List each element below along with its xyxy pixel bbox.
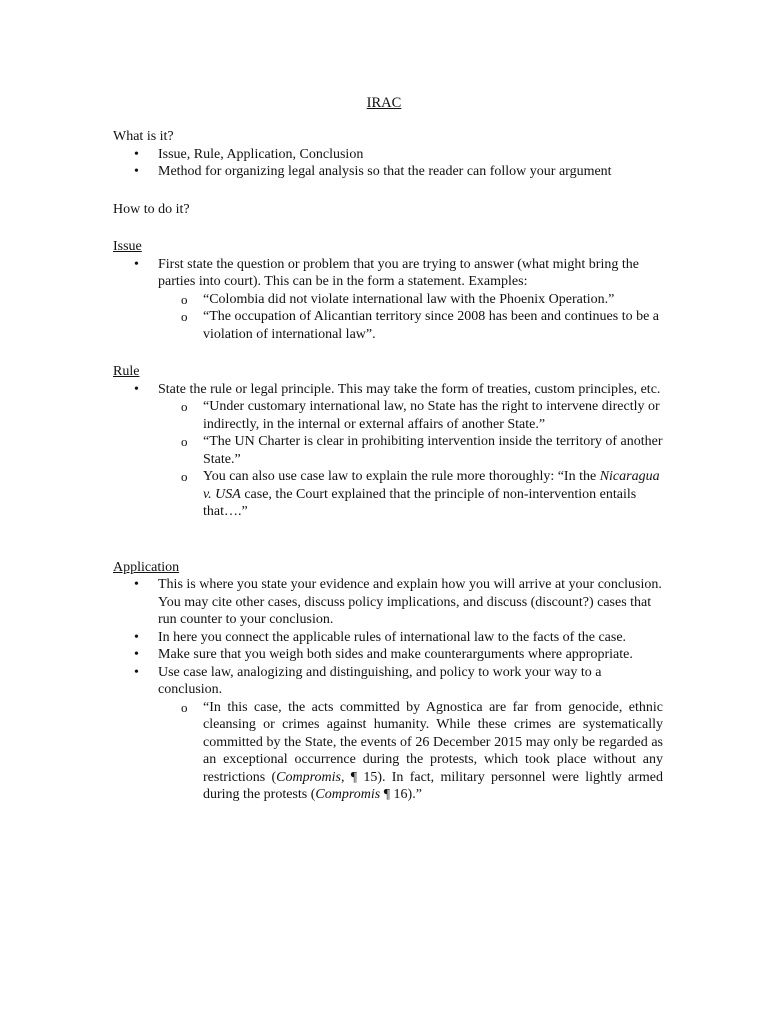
text-run: case, the Court explained that the principle of non-intervention entails that….” (203, 486, 637, 519)
list-item (203, 468, 663, 521)
application-examples (158, 699, 663, 804)
application-description: Use case law, analogizing and distinguishing, and policy to work your way to a conclusion. (158, 664, 602, 697)
list-item: • In here you connect the applicable rules of international law to the facts of the case. (158, 629, 663, 647)
list-item: o “The UN Charter is clear in prohibiting intervention inside the territory of another State.” (203, 433, 663, 468)
what-list (113, 146, 663, 181)
rule-list (113, 381, 663, 521)
list-item: • Make sure that you weigh both sides and make counterarguments where appropriate. (158, 646, 663, 664)
case-name: Nicaragua v. USA (203, 469, 660, 502)
text-run: You can also use case law to explain the rule more thoroughly: “In the (203, 469, 600, 484)
issue-list (113, 256, 663, 344)
issue-heading: Issue (113, 239, 142, 254)
list-item (203, 699, 663, 804)
issue-description: First state the question or problem that you are trying to answer (what might bring the parties into court). This can be in the form a statement. Examples: (158, 256, 639, 289)
text-run: “In this case, the acts committed by Agnostica are far from genocide, ethnic cleansing or crimes against humanity. While these crimes are systematically committed by the State, the events of 26 December 2015 may only be regarded as an exceptional occurrence during the protests, which took place without any restrictions ( (203, 699, 663, 785)
application-list (113, 576, 663, 804)
list-item: o “Under customary international law, no State has the right to intervene directly or indirectly, in the internal or external affairs of another State.” (203, 398, 663, 433)
list-item: • Issue, Rule, Application, Conclusion (158, 146, 663, 164)
text-run: ¶ 16).” (380, 787, 422, 802)
what-heading: What is it? (113, 129, 174, 144)
rule-heading: Rule (113, 364, 140, 379)
list-item: o “The occupation of Alicantian territory since 2008 has been and continues to be a violation of international law”. (203, 308, 663, 343)
list-item (158, 381, 663, 521)
list-item (158, 256, 663, 344)
issue-examples (158, 291, 663, 344)
document-body (113, 128, 663, 804)
rule-description: State the rule or legal principle. This may take the form of treaties, custom principles, etc. (158, 381, 661, 397)
citation: Compromis (315, 787, 381, 802)
text-run: , ¶ 15). In fact, military personnel were lightly armed during the protests ( (203, 769, 663, 802)
page-title: IRAC (366, 95, 402, 111)
citation: Compromis (276, 769, 341, 785)
list-item (158, 664, 663, 804)
list-item: o “Colombia did not violate international law with the Phoenix Operation.” (203, 291, 663, 309)
list-item: • This is where you state your evidence and explain how you will arrive at your conclusion. You may cite other cases, discuss policy implications, and discuss (discount?) cases that run counter to your conclusion. (158, 576, 663, 629)
rule-examples (158, 398, 663, 521)
application-heading: Application (113, 559, 180, 575)
how-heading: How to do it? (113, 201, 190, 217)
list-item: • Method for organizing legal analysis so that the reader can follow your argument (158, 163, 663, 181)
